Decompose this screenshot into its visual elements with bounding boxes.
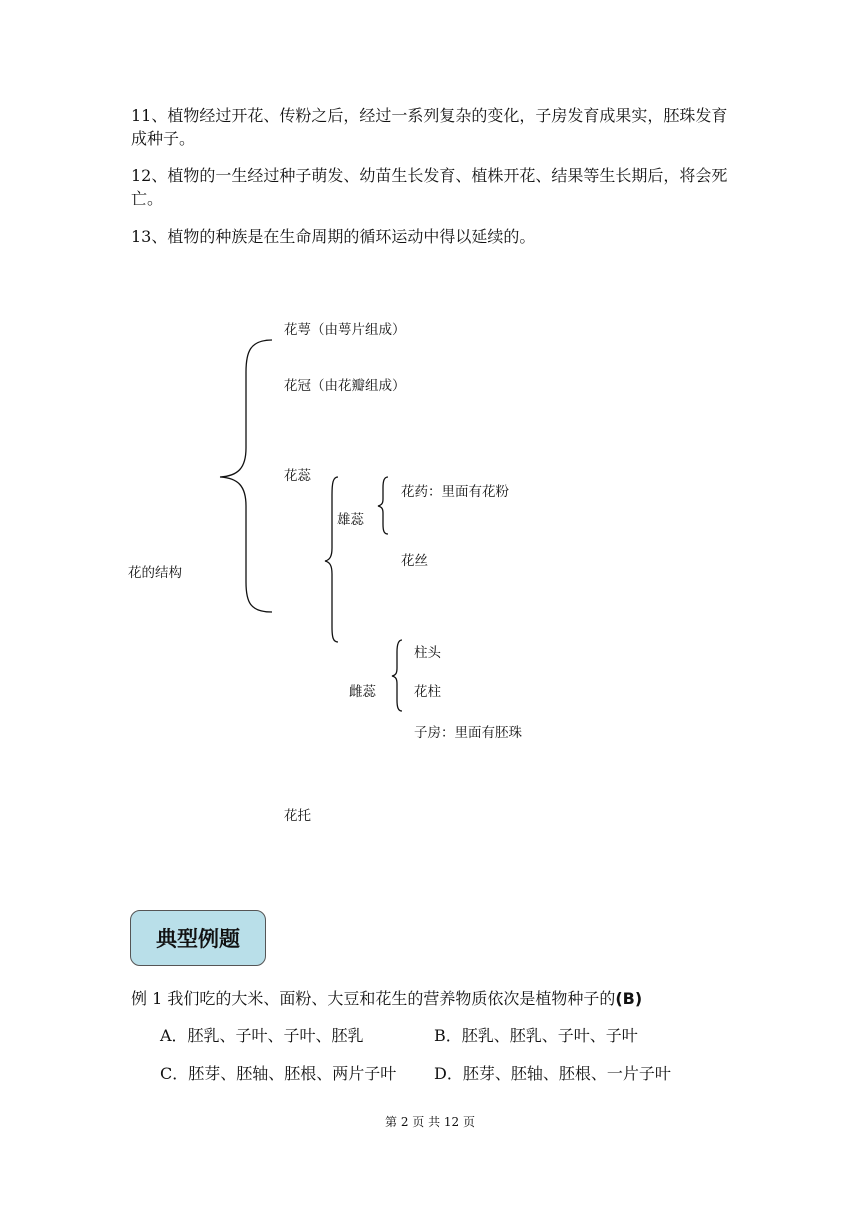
- brace-pistil-stamen: [325, 477, 338, 642]
- diagram-filament: 花丝: [401, 553, 428, 569]
- diagram-stamen: 雄蕊: [337, 512, 364, 528]
- example-stem: 例 1 我们吃的大米、面粉、大豆和花生的营养物质依次是植物种子的: [131, 989, 616, 1008]
- option-a: A．胚乳、子叶、子叶、胚乳: [160, 1026, 364, 1045]
- diagram-receptacle: 花托: [284, 808, 311, 824]
- diagram-pistil: 雌蕊: [349, 684, 376, 700]
- diagram-style: 花柱: [414, 684, 441, 700]
- diagram-stigma: 柱头: [414, 645, 441, 661]
- option-b: B．胚乳、胚乳、子叶、子叶: [434, 1026, 638, 1045]
- diagram-pistil-stamen: 花蕊: [284, 468, 311, 484]
- section-title-badge: 典型例题: [130, 910, 266, 966]
- diagram-calyx: 花萼（由萼片组成）: [284, 322, 406, 338]
- diagram-anther: 花药：里面有花粉: [401, 484, 509, 500]
- brace-stamen: [378, 477, 388, 534]
- diagram-ovary: 子房：里面有胚珠: [414, 725, 522, 741]
- point-13: 13、植物的种族是在生命周期的循环运动中得以延续的。: [131, 227, 536, 246]
- page-footer: 第 2 页 共 12 页: [385, 1115, 475, 1129]
- example-question: [131, 989, 642, 1009]
- point-11: 11、植物经过开花、传粉之后，经过一系列复杂的变化，子房发育成果实，胚珠发育成种子。: [131, 106, 728, 148]
- brace-pistil: [392, 640, 402, 711]
- option-c: C．胚芽、胚轴、胚根、两片子叶: [160, 1064, 397, 1083]
- brace-main: [220, 340, 272, 612]
- example-answer: (B): [615, 989, 643, 1008]
- point-12: 12、植物的一生经过种子萌发、幼苗生长发育、植株开花、结果等生长期后，将会死亡。: [131, 166, 728, 208]
- option-d: D．胚芽、胚轴、胚根、一片子叶: [434, 1064, 671, 1083]
- diagram-corolla: 花冠（由花瓣组成）: [284, 378, 406, 394]
- diagram-root: 花的结构: [128, 565, 182, 581]
